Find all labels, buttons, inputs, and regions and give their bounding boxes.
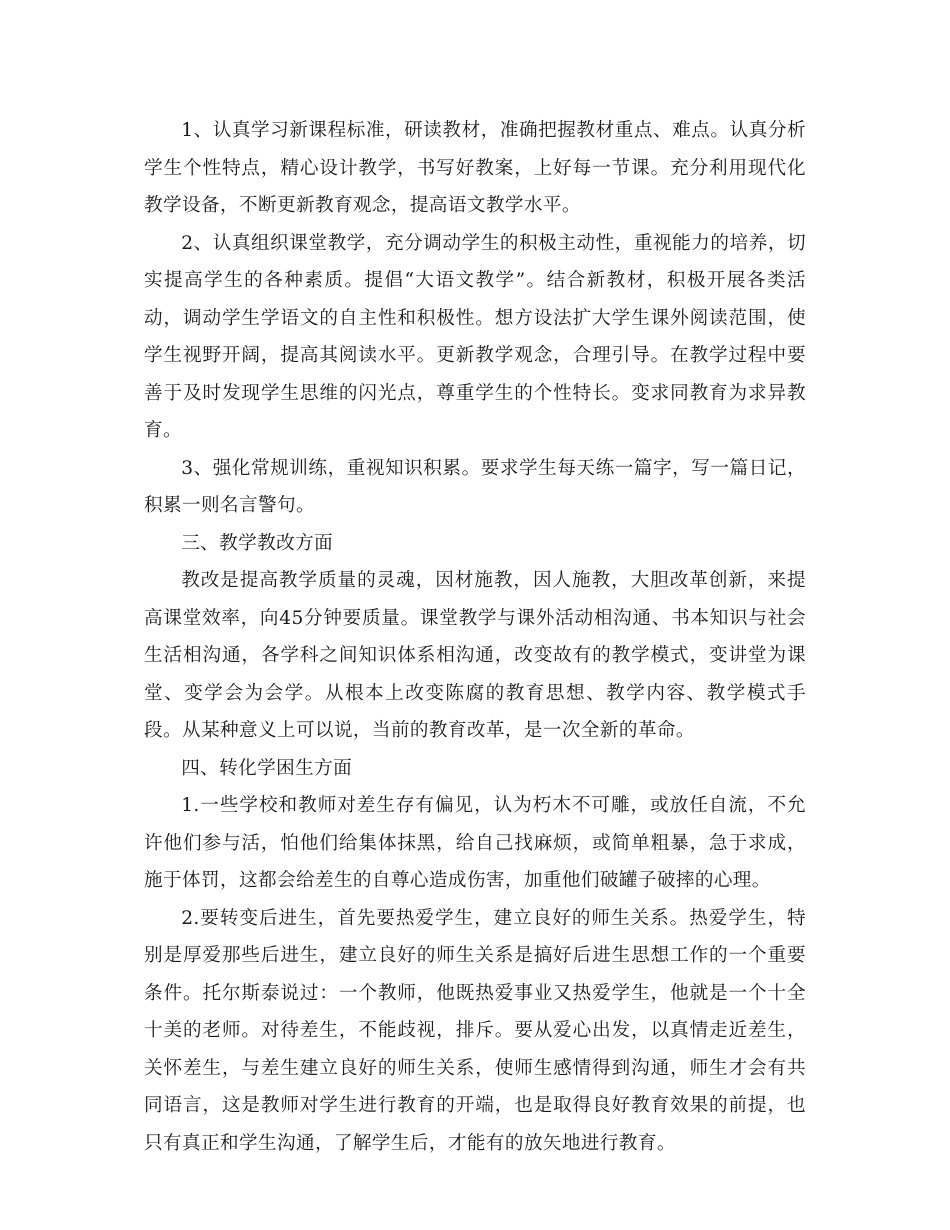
- paragraph-routine-training: 3、强化常规训练，重视知识积累。要求学生每天练一篇字，写一篇日记，积累一则名言警句。: [144, 457, 806, 516]
- paragraph-bias-against-students: 1.一些学校和教师对差生存有偏见，认为朽木不可雕，或放任自流，不允许他们参与活，怕他们给集体抹黑，给自己找麻烦，或简单粗暴，急于求成，施于体罚，这都会给差生的自尊心造成伤害，加重他们破罐子破摔的心理。: [144, 795, 806, 891]
- paragraph-teaching-standards: 1、认真学习新课程标准，研读教材，准确把握教材重点、难点。认真分析学生个性特点，精心设计教学，书写好教案，上好每一节课。充分利用现代化教学设备，不断更新教育观念，提高语文教学水平。: [144, 120, 806, 216]
- section-heading-struggling-students: 四、转化学困生方面: [181, 757, 353, 779]
- paragraph-classroom-teaching: 2、认真组织课堂教学，充分调动学生的积极主动性，重视能力的培养，切实提高学生的各种素质。提倡“大语文教学”。结合新教材，积极开展各类活动，调动学生学语文的自主性和积极性。想方设法扩大学生课外阅读范围，使学生视野开阔，提高其阅读水平。更新教学观念，合理引导。在教学过程中要善于及时发现学生思维的闪光点，尊重学生的个性特长。变求同教育为求异教育。: [144, 232, 806, 441]
- document-body: [144, 112, 806, 1162]
- paragraph-love-students: 2.要转变后进生，首先要热爱学生，建立良好的师生关系。热爱学生，特别是厚爱那些后进生，建立良好的师生关系是搞好后进生思想工作的一个重要条件。托尔斯泰说过：一个教师，他既热爱事业又热爱学生，他就是一个十全十美的老师。对待差生，不能歧视，排斥。要从爱心出发，以真情走近差生，关怀差生，与差生建立良好的师生关系，使师生感情得到沟通，师生才会有共同语言，这是教师对学生进行教育的开端，也是取得良好教育效果的前提，也只有真正和学生沟通，了解学生后，才能有的放矢地进行教育。: [144, 907, 806, 1154]
- paragraph-teaching-reform: 教改是提高教学质量的灵魂，因材施教，因人施教，大胆改革创新，来提高课堂效率，向45分钟要质量。课堂教学与课外活动相沟通、书本知识与社会生活相沟通，各学科之间知识体系相沟通，改变故有的教学模式，变讲堂为课堂、变学会为会学。从根本上改变陈腐的教育思想、教学内容、教学模式手段。从某种意义上可以说，当前的教育改革，是一次全新的革命。: [144, 570, 806, 741]
- section-heading-teaching-reform: 三、教学教改方面: [181, 532, 334, 554]
